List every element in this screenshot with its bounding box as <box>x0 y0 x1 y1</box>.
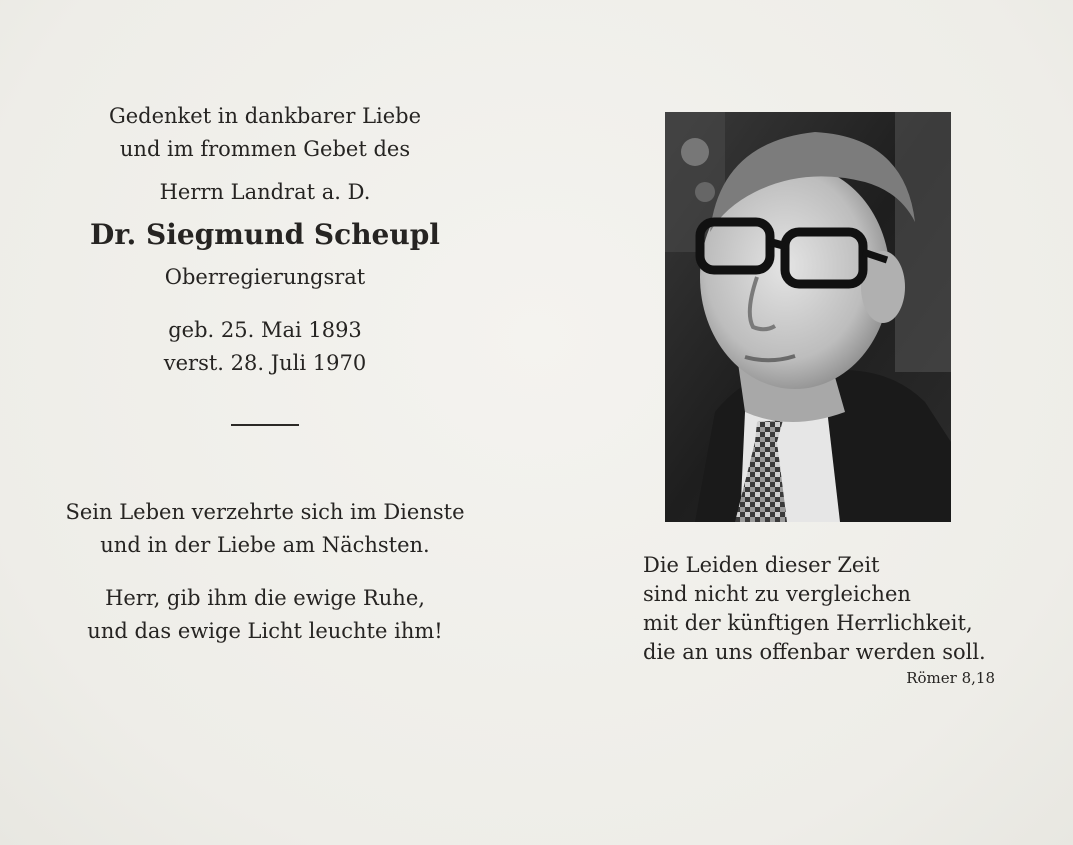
portrait-illustration <box>665 112 951 522</box>
official-rank: Oberregierungsrat <box>164 265 366 289</box>
birth-date: geb. 25. Mai 1893 <box>168 318 362 342</box>
prayer-line-2: und das ewige Licht leuchte ihm! <box>87 619 443 643</box>
verse-line-2: sind nicht zu vergleichen <box>643 582 911 606</box>
verse-line-4: die an uns offenbar werden soll. <box>643 640 986 664</box>
memorial-text-column <box>40 100 490 648</box>
honorific-title: Herrn Landrat a. D. <box>159 180 371 204</box>
scripture-column <box>610 551 1000 687</box>
scripture-reference: Römer 8,18 <box>906 669 995 687</box>
intro-line-2: und im frommen Gebet des <box>119 137 411 161</box>
divider-rule <box>231 424 299 426</box>
death-date: verst. 28. Juli 1970 <box>163 351 367 375</box>
portrait-photo <box>665 112 951 522</box>
tribute-line-2: und in der Liebe am Nächsten. <box>100 533 430 557</box>
tribute-line-1: Sein Leben verzehrte sich im Dienste <box>65 500 465 524</box>
deceased-name: Dr. Siegmund Scheupl <box>90 218 440 251</box>
verse-line-3: mit der künftigen Herrlichkeit, <box>643 611 973 635</box>
intro-line-1: Gedenket in dankbarer Liebe <box>108 104 422 128</box>
prayer-line-1: Herr, gib ihm die ewige Ruhe, <box>105 586 425 610</box>
verse-line-1: Die Leiden dieser Zeit <box>643 553 880 577</box>
